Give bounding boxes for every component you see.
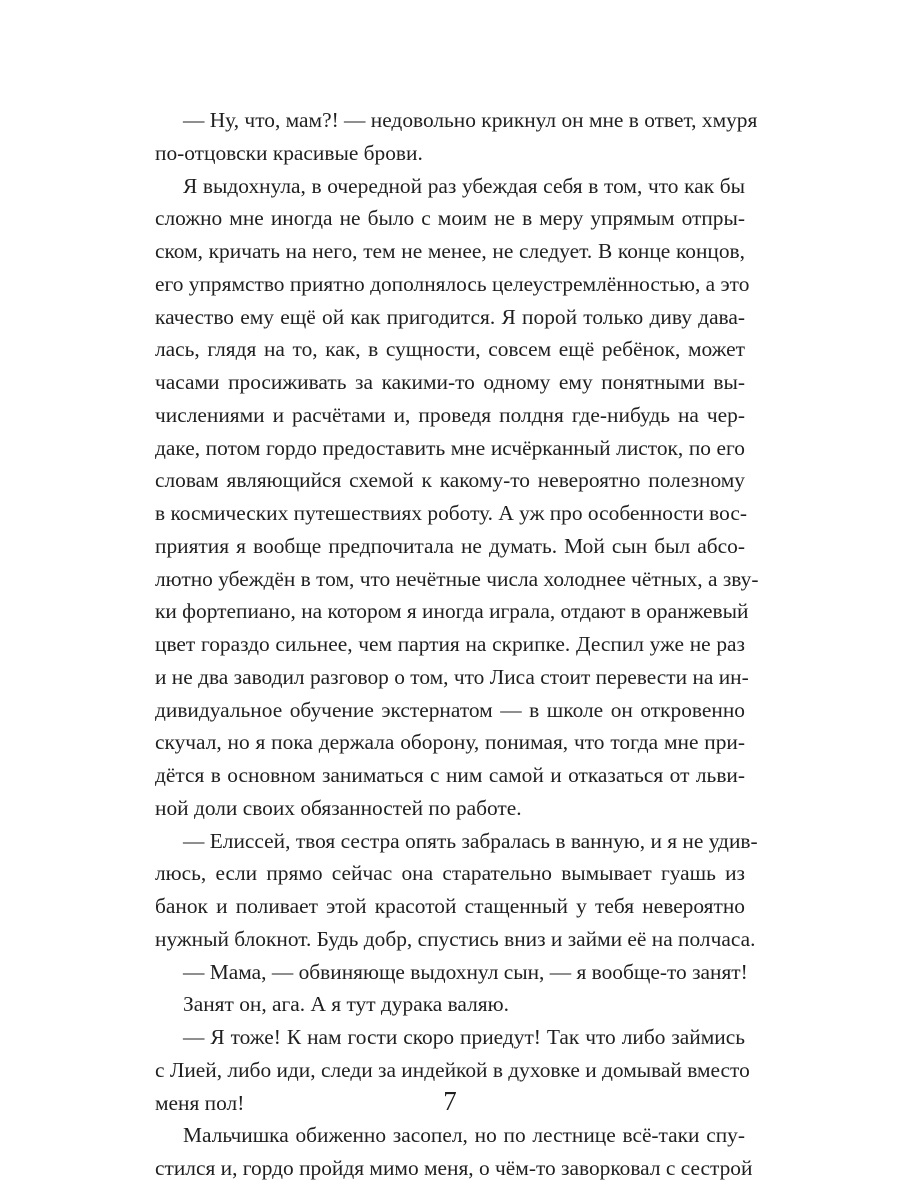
text-line: ки фортепиано, на котором я иногда играла, отдают в оранжевый xyxy=(155,599,749,624)
text-line: числениями и расчётами и, проведя полдня где-нибудь на чер- xyxy=(155,402,745,427)
text-line: ной доли своих обязанностей по работе. xyxy=(155,795,522,820)
text-line: сложно мне иногда не было с моим не в меру упрямым отпры- xyxy=(155,206,745,231)
text-line: стился и, гордо пройдя мимо меня, о чём-то заворковал с сестрой xyxy=(155,1156,753,1180)
paragraph xyxy=(155,988,745,1021)
text-line: в космических путешествиях роботу. А уж про особенности вос- xyxy=(155,501,747,525)
text-line: часами просиживать за какими-то одному ему понятными вы- xyxy=(155,370,745,394)
text-line: ском, кричать на него, тем не менее, не следует. В конце концов, xyxy=(155,239,745,263)
text-line: качество ему ещё ой как пригодится. Я порой только диву дава- xyxy=(155,304,745,329)
text-line: дивидуальное обучение экстернатом — в школе он откровенно xyxy=(155,697,745,722)
paragraph xyxy=(155,104,758,170)
page-body-text xyxy=(155,104,759,1185)
text-line: люсь, если прямо сейчас она старательно вымывает гуашь из xyxy=(155,861,745,886)
text-line: лютно убеждён в том, что нечётные числа холоднее чётных, а зву- xyxy=(155,566,759,591)
text-line: дётся в основном заниматься с ним самой и отказаться от льви- xyxy=(155,763,745,787)
text-line: — Елиссей, твоя сестра опять забралась в ванную, и я не удив- xyxy=(183,828,758,853)
paragraph xyxy=(155,825,758,956)
text-line: банок и поливает этой красотой стащенный у тебя невероятно xyxy=(155,894,745,918)
page-number: 7 xyxy=(443,1086,457,1116)
paragraph xyxy=(155,170,759,825)
paragraph xyxy=(155,956,748,989)
text-line: приятия я вообще предпочитала не думать. Мой сын был абсо- xyxy=(155,533,745,558)
text-line: — Я тоже! К нам гости скоро приедут! Так что либо займись xyxy=(183,1025,745,1049)
text-line: словам являющийся схемой к какому-то невероятно полезному xyxy=(155,468,745,493)
text-line: с Лией, либо иди, следи за индейкой в духовке и домывай вместо xyxy=(155,1057,750,1082)
text-line: Я выдохнула, в очередной раз убеждая себя в том, что как бы xyxy=(183,173,745,198)
text-line: меня пол! xyxy=(155,1090,245,1115)
text-line: нужный блокнот. Будь добр, спустись вниз и займи её на полчаса. xyxy=(155,926,756,951)
text-line: его упрямство приятно дополнялось целеустремлённостью, а это xyxy=(155,271,750,296)
text-line: и не два заводил разговор о том, что Лиса стоит перевести на ин- xyxy=(155,664,749,689)
text-line: — Ну, что, мам?! — недовольно крикнул он мне в ответ, хмуря xyxy=(183,108,758,132)
text-line: цвет гораздо сильнее, чем партия на скрипке. Деспил уже не раз xyxy=(155,632,745,656)
paragraph xyxy=(155,1119,753,1185)
text-line: Мальчишка обиженно засопел, но по лестнице всё-таки спу- xyxy=(183,1123,745,1148)
text-line: лась, глядя на то, как, в сущности, совсем ещё ребёнок, может xyxy=(155,337,745,362)
text-line: — Мама, — обвиняюще выдохнул сын, — я вообще-то занят! xyxy=(183,959,748,984)
text-line: скучал, но я пока держала оборону, понимая, что тогда мне при- xyxy=(155,730,745,755)
text-line: даке, потом гордо предоставить мне исчёрканный листок, по его xyxy=(155,435,745,460)
text-line: Занят он, ага. А я тут дурака валяю. xyxy=(183,992,509,1017)
text-line: по-отцовски красивые брови. xyxy=(155,140,423,165)
